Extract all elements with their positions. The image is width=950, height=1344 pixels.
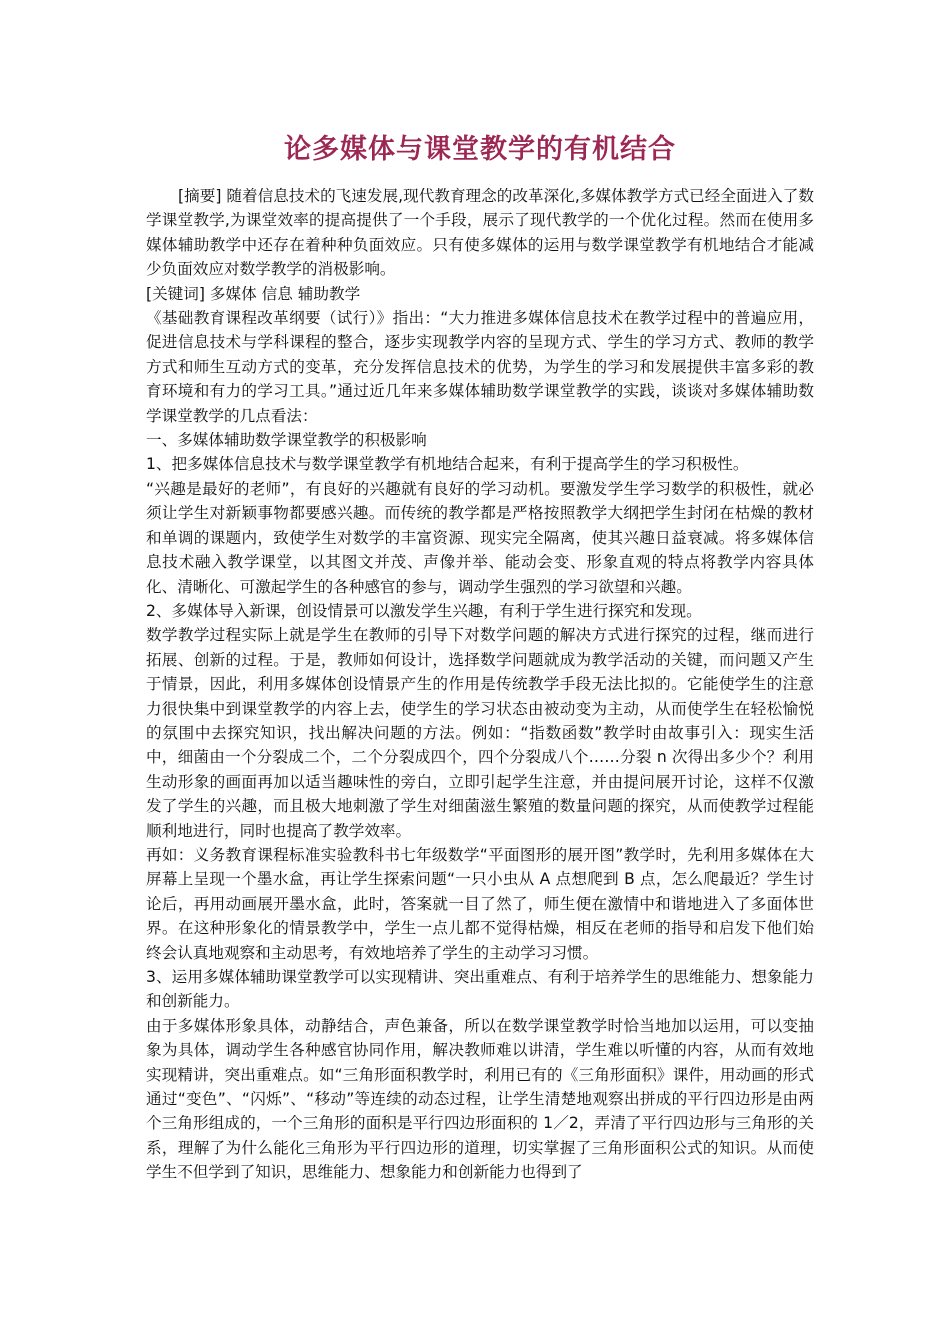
point-2-example: 再如：义务教育课程标准实验教科书七年级数学“平面图形的展开图”教学时，先利用多媒体在大屏幕上呈现一个墨水盒，再让学生探索问题“一只小虫从 A 点想爬到 B 点，怎么爬最近？学生讨论后，再用动画展开墨水盒，此时，答案就一目了然了，师生便在激情中和谐地进入了多面体世界。在这种形象化的情景教学中，学生一点儿都不觉得枯燥，相反在老师的指导和启发下他们始终会认真地观察和主动思考，有效地培养了学生的主动学习习惯。 (146, 845, 814, 962)
section-1-heading: 一、多媒体辅助数学课堂教学的积极影响 (146, 431, 427, 450)
point-2-body: 数学教学过程实际上就是学生在教师的引导下对数学问题的解决方式进行探究的过程，继而进行拓展、创新的过程。于是，教师如何设计，选择数学问题就成为教学活动的关键，而问题又产生于情景，因此，利用多媒体创设情景产生的作用是传统教学手段无法比拟的。它能使学生的注意力很快集中到课堂教学的内容上去，使学生的学习状态由被动变为主动，从而使学生在轻松愉悦的氛围中去探究知识，找出解决问题的方法。例如：“指数函数”教学时由故事引入：现实生活中，细菌由一个分裂成二个，二个分裂成四个，四个分裂成八个……分裂 n 次得出多少个？利用生动形象的画面再加以适当趣味性的旁白，立即引起学生注意，并由提问展开讨论，这样不仅激发了学生的兴趣，而且极大地刺激了学生对细菌滋生繁殖的数量问题的探究，从而使教学过程能顺利地进行，同时也提高了教学效率。 (146, 626, 814, 840)
point-3-heading: 3、运用多媒体辅助课堂教学可以实现精讲、突出重难点、有利于培养学生的思维能力、想象能力和创新能力。 (146, 968, 814, 1011)
abstract-paragraph: [摘要] 随着信息技术的飞速发展,现代教育理念的改革深化,多媒体教学方式已经全面进入了数学课堂教学,为课堂效率的提高提供了一个手段，展示了现代教学的一个优化过程。然而在使用多媒体辅助教学中还存在着种种负面效应。只有使多媒体的运用与数学课堂教学有机地结合才能减少负面效应对数学教学的消极影响。 (146, 187, 814, 279)
document-title: 论多媒体与课堂教学的有机结合 (284, 134, 676, 165)
point-3-body: 由于多媒体形象具体，动静结合，声色兼备，所以在数学课堂教学时恰当地加以运用，可以变抽象为具体，调动学生各种感官协同作用，解决教师难以讲清，学生难以听懂的内容，从而有效地实现精讲，突出重难点。如“三角形面积教学时，利用已有的《三角形面积》课件，用动画的形式通过“变色”、“闪烁”、“移动”等连续的动态过程，让学生清楚地观察出拼成的平行四边形是由两个三角形组成的，一个三角形的面积是平行四边形面积的 1／2，弄清了平行四边形与三角形的关系，理解了为什么能化三角形为平行四边形的道理，切实掌握了三角形面积公式的知识。从而使学生不但学到了知识，思维能力、想象能力和创新能力也得到了 (146, 1016, 814, 1182)
keywords-line: [关键词] 多媒体 信息 辅助教学 (146, 284, 361, 303)
intro-paragraph: 《基础教育课程改革纲要（试行）》指出：“大力推进多媒体信息技术在教学过程中的普遍应用，促进信息技术与学科课程的整合，逐步实现教学内容的呈现方式、学生的学习方式、教师的教学方式和师生互动方式的变革，充分发挥信息技术的优势，为学生的学习和发展提供丰富多彩的教育环境和有力的学习工具。”通过近几年来多媒体辅助数学课堂教学的实践，谈谈对多媒体辅助数学课堂教学的几点看法： (146, 309, 814, 425)
point-1-body: “兴趣是最好的老师”，有良好的兴趣就有良好的学习动机。要激发学生学习数学的积极性，就必须让学生对新颖事物都要感兴趣。而传统的教学都是严格按照教学大纲把学生封闭在枯燥的教材和单调的课题内，致使学生对数学的丰富资源、现实完全隔离，使其兴趣日益衰减。将多媒体信息技术融入教学课堂，以其图文并茂、声像并举、能动会变、形象直观的特点将教学内容具体化、清晰化、可激起学生的各种感官的参与，调动学生强烈的学习欲望和兴趣。 (146, 479, 814, 596)
document-page (146, 128, 814, 1185)
point-1-heading: 1、把多媒体信息技术与数学课堂教学有机地结合起来，有利于提高学生的学习积极性。 (146, 455, 749, 474)
point-2-heading: 2、多媒体导入新课，创设情景可以激发学生兴趣，有利于学生进行探究和发现。 (146, 601, 702, 620)
